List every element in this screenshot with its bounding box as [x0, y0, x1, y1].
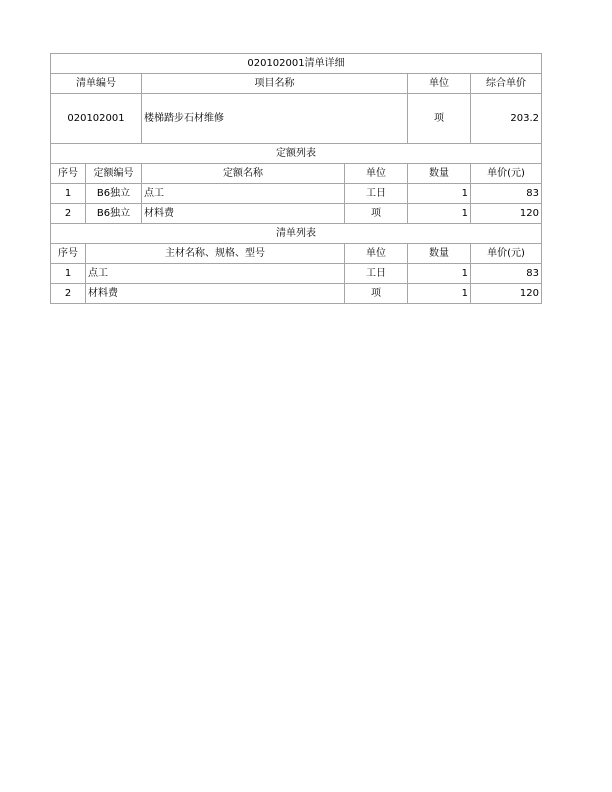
table-row	[51, 284, 542, 304]
quota-unit: 工日	[345, 184, 408, 204]
quota-qty: 1	[408, 184, 471, 204]
quota-section-title: 定额列表	[51, 144, 542, 164]
materials-header-name: 主材名称、规格、型号	[86, 244, 345, 264]
materials-section-row	[51, 224, 542, 244]
quota-unit-price: 83	[471, 184, 542, 204]
bill-detail-table	[50, 53, 542, 304]
material-qty: 1	[408, 264, 471, 284]
material-name: 材料费	[86, 284, 345, 304]
quota-code: B6独立	[86, 184, 142, 204]
material-seq: 2	[51, 284, 86, 304]
quota-header-row	[51, 164, 542, 184]
header-item-code: 清单编号	[51, 74, 142, 94]
material-unit: 工日	[345, 264, 408, 284]
quota-header-qty: 数量	[408, 164, 471, 184]
quota-name: 材料费	[142, 204, 345, 224]
item-unit: 项	[408, 94, 471, 144]
materials-header-qty: 数量	[408, 244, 471, 264]
material-name: 点工	[86, 264, 345, 284]
materials-header-unit-price: 单价(元)	[471, 244, 542, 264]
header-item-unit: 单位	[408, 74, 471, 94]
table-row	[51, 184, 542, 204]
item-name: 楼梯踏步石材维修	[142, 94, 408, 144]
title-row	[51, 54, 542, 74]
material-unit-price: 120	[471, 284, 542, 304]
item-price: 203.2	[471, 94, 542, 144]
table-title: 020102001清单详细	[51, 54, 542, 74]
table-row	[51, 264, 542, 284]
item-row	[51, 94, 542, 144]
quota-header-unit-price: 单价(元)	[471, 164, 542, 184]
table-row	[51, 204, 542, 224]
header-item-price: 综合单价	[471, 74, 542, 94]
material-unit-price: 83	[471, 264, 542, 284]
materials-header-unit: 单位	[345, 244, 408, 264]
item-code: 020102001	[51, 94, 142, 144]
quota-code: B6独立	[86, 204, 142, 224]
quota-unit-price: 120	[471, 204, 542, 224]
quota-section-row	[51, 144, 542, 164]
quota-seq: 1	[51, 184, 86, 204]
quota-seq: 2	[51, 204, 86, 224]
quota-header-name: 定额名称	[142, 164, 345, 184]
materials-section-title: 清单列表	[51, 224, 542, 244]
header-item-name: 项目名称	[142, 74, 408, 94]
quota-name: 点工	[142, 184, 345, 204]
materials-header-row	[51, 244, 542, 264]
quota-unit: 项	[345, 204, 408, 224]
materials-header-seq: 序号	[51, 244, 86, 264]
quota-header-seq: 序号	[51, 164, 86, 184]
material-unit: 项	[345, 284, 408, 304]
quota-header-code: 定额编号	[86, 164, 142, 184]
material-seq: 1	[51, 264, 86, 284]
item-header-row	[51, 74, 542, 94]
material-qty: 1	[408, 284, 471, 304]
quota-qty: 1	[408, 204, 471, 224]
quota-header-unit: 单位	[345, 164, 408, 184]
